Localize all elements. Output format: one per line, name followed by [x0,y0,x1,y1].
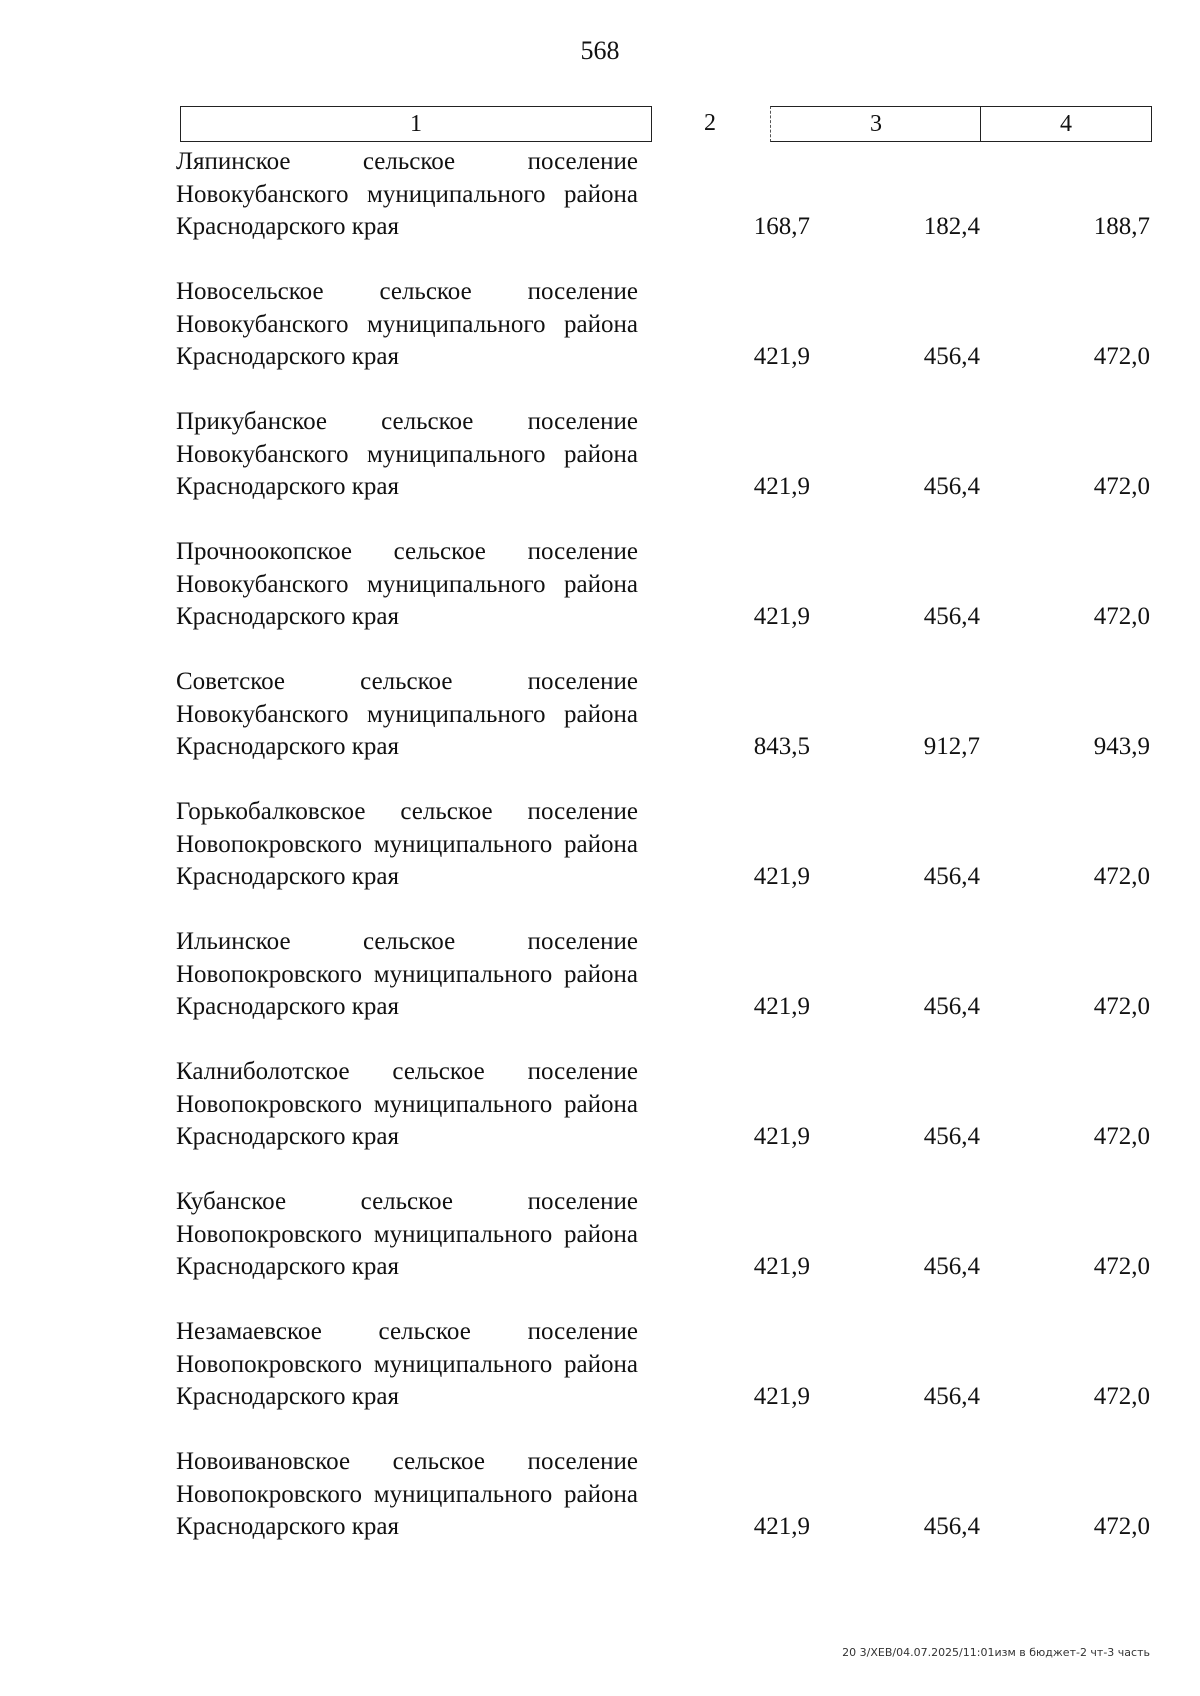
settlement-name: Ильинское сельское поселение Новопокровского муниципального района Краснодарского края [176,928,638,1020]
value-c3: 456,4 [923,863,980,890]
value-c2: 421,9 [753,343,810,370]
settlement-name: Горькобалковское сельское поселение Новопокровского муниципального района Краснодарского края [176,798,638,890]
value-c4: 188,7 [1093,213,1150,240]
value-c2: 421,9 [753,1513,810,1540]
value-c2: 843,5 [753,733,810,760]
table-row [0,1316,1200,1426]
value-c4: 472,0 [1093,863,1150,890]
value-c3: 456,4 [923,473,980,500]
header-col-3: 3 [770,106,981,142]
value-c2: 421,9 [753,473,810,500]
value-c3: 912,7 [923,733,980,760]
footer-code: 20 3/XEB/04.07.2025/11:01изм в бюджет-2 чт-3 часть [842,1646,1150,1659]
value-c3: 456,4 [923,1253,980,1280]
value-c4: 472,0 [1093,1123,1150,1150]
value-c4: 472,0 [1093,1253,1150,1280]
table-row [0,1446,1200,1556]
table-row [0,1186,1200,1296]
table-row [0,926,1200,1036]
settlement-name: Кубанское сельское поселение Новопокровского муниципального района Краснодарского края [176,1188,638,1280]
page-number: 568 [580,36,620,65]
settlement-name: Советское сельское поселение Новокубанского муниципального района Краснодарского края [176,668,638,760]
value-c2: 421,9 [753,863,810,890]
table-row [0,276,1200,386]
value-c2: 421,9 [753,1123,810,1150]
settlement-name: Прикубанское сельское поселение Новокубанского муниципального района Краснодарского края [176,408,638,500]
value-c2: 421,9 [753,1383,810,1410]
settlement-name: Незамаевское сельское поселение Новопокровского муниципального района Краснодарского края [176,1318,638,1410]
value-c2: 421,9 [753,1253,810,1280]
settlement-name: Прочноокопское сельское поселение Новокубанского муниципального района Краснодарского края [176,538,638,630]
value-c3: 456,4 [923,603,980,630]
settlement-name: Новосельское сельское поселение Новокубанского муниципального района Краснодарского края [176,278,638,370]
value-c4: 472,0 [1093,1513,1150,1540]
value-c4: 943,9 [1093,733,1150,760]
value-c2: 421,9 [753,993,810,1020]
settlement-name: Калниболотское сельское поселение Новопокровского муниципального района Краснодарского края [176,1058,638,1150]
value-c4: 472,0 [1093,343,1150,370]
header-col-4: 4 [980,106,1152,142]
value-c4: 472,0 [1093,473,1150,500]
value-c3: 456,4 [923,1123,980,1150]
value-c3: 456,4 [923,1383,980,1410]
table-row [0,406,1200,516]
header-col-1: 1 [180,106,652,142]
value-c4: 472,0 [1093,993,1150,1020]
value-c4: 472,0 [1093,603,1150,630]
value-c3: 456,4 [923,993,980,1020]
settlement-name: Ляпинское сельское поселение Новокубанского муниципального района Краснодарского края [176,148,638,240]
table-header [0,106,1200,142]
value-c3: 456,4 [923,343,980,370]
value-c4: 472,0 [1093,1383,1150,1410]
value-c2: 168,7 [753,213,810,240]
table-row [0,796,1200,906]
table-row [0,536,1200,646]
value-c2: 421,9 [753,603,810,630]
value-c3: 182,4 [923,213,980,240]
header-col-2: 2 [704,110,716,136]
value-c3: 456,4 [923,1513,980,1540]
table-row [0,146,1200,256]
table-row [0,666,1200,776]
settlement-name: Новоивановское сельское поселение Новопокровского муниципального района Краснодарского края [176,1448,638,1540]
table-row [0,1056,1200,1166]
